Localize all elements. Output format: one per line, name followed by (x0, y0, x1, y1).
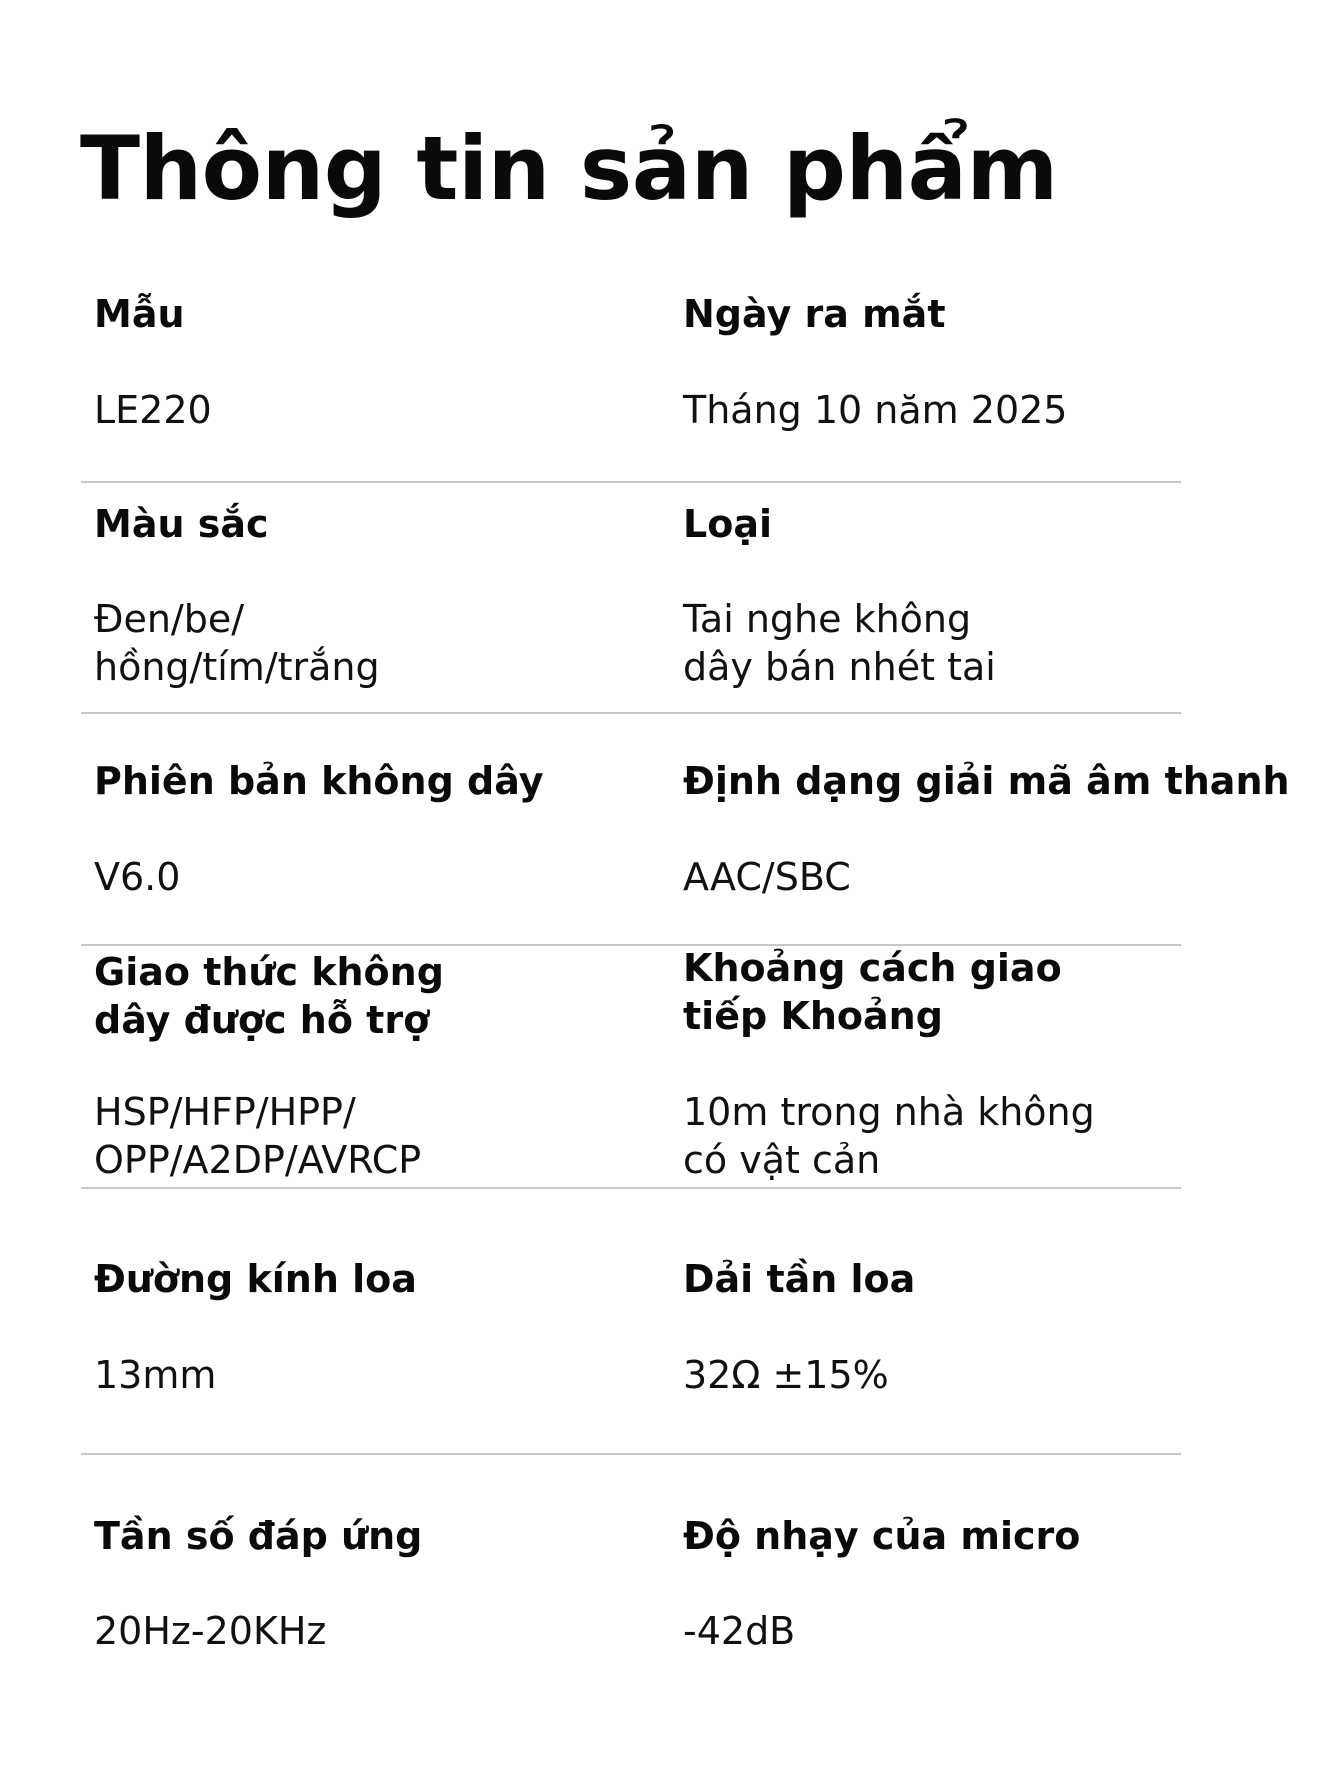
spec-value-communication-distance: 10m trong nhà không có vật cản (683, 1090, 1095, 1182)
spec-value-release-date: Tháng 10 năm 2025 (683, 388, 1068, 432)
spec-value-model: LE220 (94, 388, 212, 432)
spec-label-audio-codec: Định dạng giải mã âm thanh (683, 759, 1290, 803)
page-title: Thông tin sản phẩm (80, 117, 1058, 220)
row-divider (81, 481, 1181, 483)
row-divider (81, 712, 1181, 714)
spec-label-model: Mẫu (94, 292, 185, 336)
row-divider (81, 1453, 1181, 1455)
spec-label-wireless-version: Phiên bản không dây (94, 759, 544, 803)
spec-label-type: Loại (683, 502, 772, 546)
spec-value-frequency-response: 20Hz-20KHz (94, 1609, 327, 1653)
spec-value-type: Tai nghe không dây bán nhét tai (683, 597, 996, 689)
spec-label-mic-sensitivity: Độ nhạy của micro (683, 1514, 1081, 1558)
spec-label-speaker-impedance: Dải tần loa (683, 1257, 916, 1301)
spec-value-audio-codec: AAC/SBC (683, 855, 851, 899)
spec-label-wireless-protocols: Giao thức không dây được hỗ trợ (94, 950, 444, 1042)
spec-value-speaker-impedance: 32Ω ±15% (683, 1353, 889, 1397)
spec-label-communication-distance: Khoảng cách giao tiếp Khoảng (683, 946, 1062, 1038)
spec-label-driver-diameter: Đường kính loa (94, 1257, 417, 1301)
spec-value-wireless-version: V6.0 (94, 855, 181, 899)
spec-value-mic-sensitivity: -42dB (683, 1609, 796, 1653)
spec-label-release-date: Ngày ra mắt (683, 292, 946, 336)
spec-label-color: Màu sắc (94, 502, 269, 546)
spec-label-frequency-response: Tần số đáp ứng (94, 1514, 423, 1558)
spec-value-wireless-protocols: HSP/HFP/HPP/ OPP/A2DP/AVRCP (94, 1090, 422, 1182)
spec-value-driver-diameter: 13mm (94, 1353, 217, 1397)
spec-value-color: Đen/be/ hồng/tím/trắng (94, 597, 380, 689)
row-divider (81, 1187, 1181, 1189)
